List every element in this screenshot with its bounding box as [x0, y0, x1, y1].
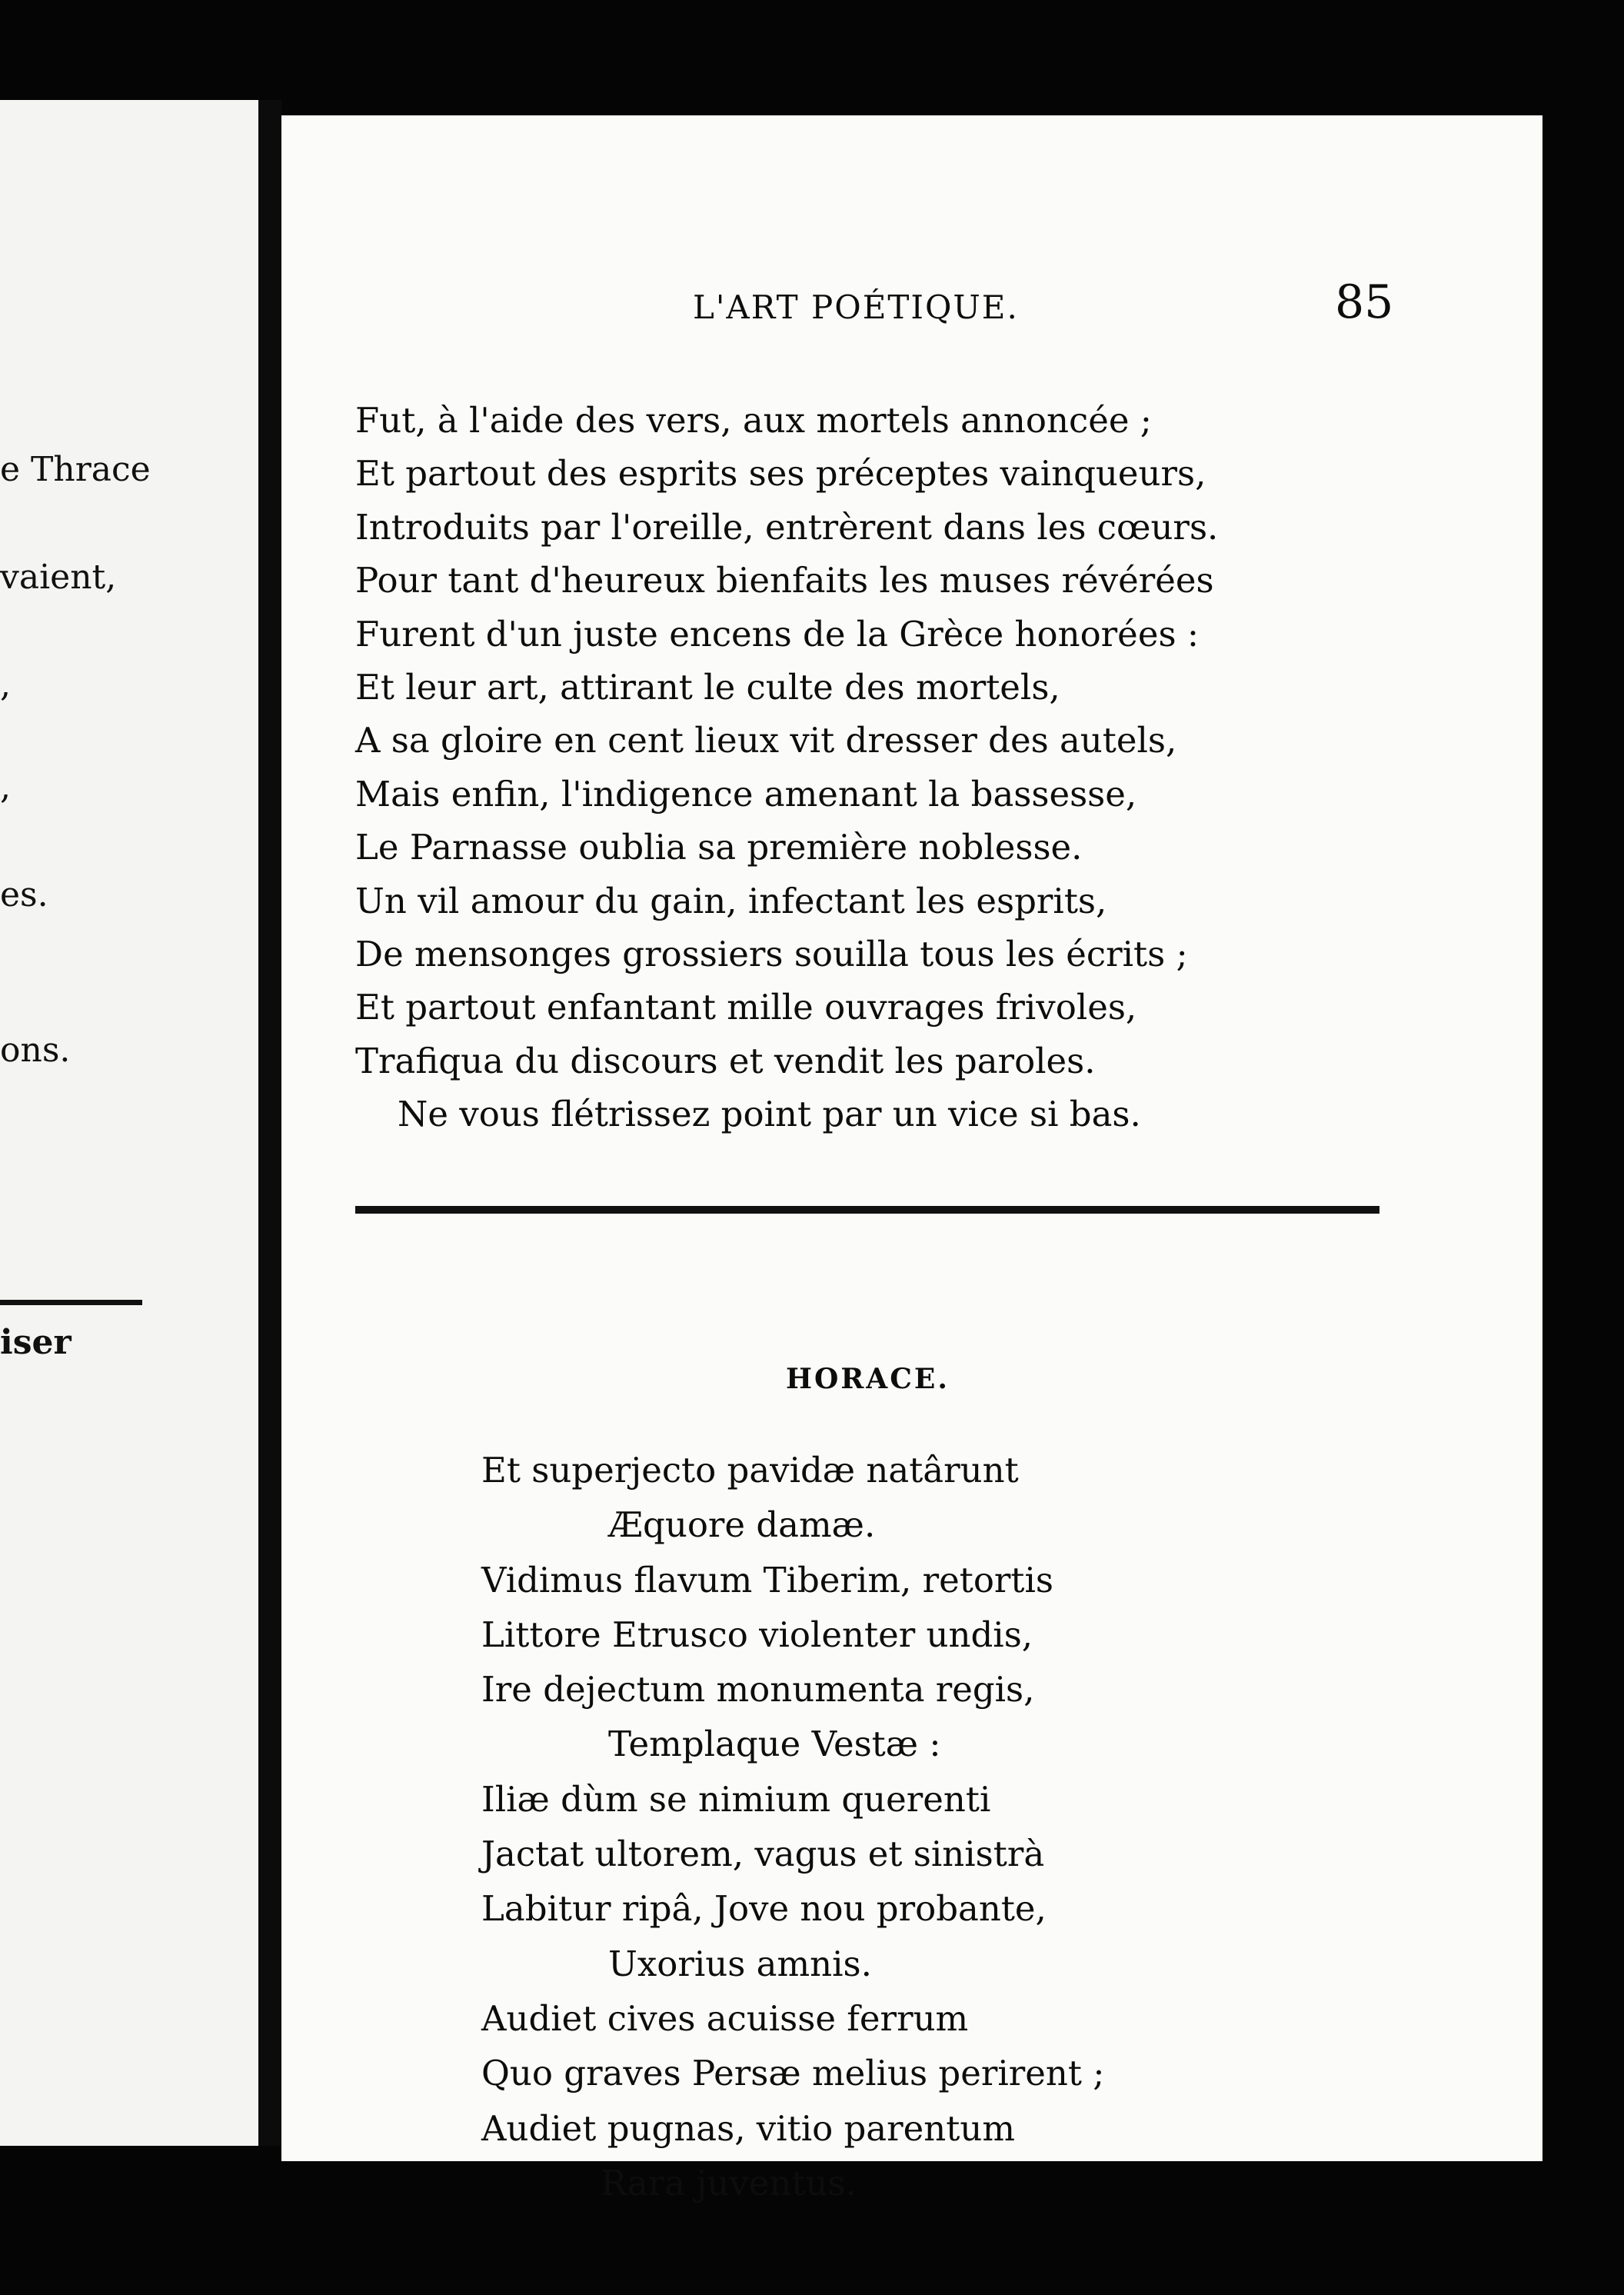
left-page-heading-fragment: iser: [0, 1323, 72, 1362]
previous-page-fragment: [0, 100, 261, 2146]
verse-line: Ne vous flétrissez point par un vice si bas.: [398, 1094, 1141, 1135]
running-head: L'ART POÉTIQUE.: [693, 288, 1019, 326]
latin-verse-line: Audiet cives acuisse ferrum: [481, 1997, 969, 2039]
latin-verse-line: Et superjecto pavidæ natârunt: [481, 1450, 1019, 1491]
french-verse: [355, 394, 1218, 1141]
left-page-line: ,: [0, 768, 11, 807]
verse-line: Trafiqua du discours et vendit les paroles.: [355, 1040, 1096, 1081]
section-title: HORACE.: [786, 1363, 950, 1395]
latin-verse-line: Uxorius amnis.: [608, 1943, 872, 1984]
latin-verse-line: Rara juventus.: [601, 2162, 857, 2203]
section-divider: [355, 1206, 1379, 1214]
left-page-line: ,: [0, 665, 11, 704]
latin-verse-line: Audiet pugnas, vitio parentum: [481, 2107, 1015, 2149]
latin-verse-line: Ire dejectum monumenta regis,: [481, 1669, 1035, 1710]
verse-line: Un vil amour du gain, infectant les esprits,: [355, 880, 1107, 921]
verse-line: Et partout enfantant mille ouvrages frivoles,: [355, 987, 1137, 1028]
verse-line: Et leur art, attirant le culte des mortels,: [355, 666, 1060, 708]
left-page-line: es.: [0, 875, 48, 914]
left-page-rule: [0, 1300, 142, 1305]
verse-line: Pour tant d'heureux bienfaits les muses révérées: [355, 560, 1214, 601]
book-page: [281, 115, 1542, 2203]
latin-verse-line: Templaque Vestæ :: [608, 1724, 941, 1765]
latin-verse: [481, 1443, 1104, 2210]
verse-line: Mais enfin, l'indigence amenant la bassesse,: [355, 773, 1137, 814]
left-page-line: e Thrace: [0, 450, 151, 489]
latin-verse-line: Vidimus flavum Tiberim, retortis: [481, 1559, 1053, 1601]
left-page-line: ons.: [0, 1031, 71, 1070]
latin-verse-line: Iliæ dùm se nimium querenti: [481, 1778, 991, 1820]
latin-verse-line: Æquore damæ.: [608, 1504, 876, 1546]
left-page-line: vaient,: [0, 558, 117, 597]
book-gutter: [258, 100, 281, 2146]
verse-line: A sa gloire en cent lieux vit dresser des autels,: [355, 720, 1177, 761]
verse-line: Introduits par l'oreille, entrèrent dans les cœurs.: [355, 506, 1219, 548]
verse-line: Et partout des esprits ses préceptes vainqueurs,: [355, 453, 1206, 495]
verse-line: Furent d'un juste encens de la Grèce honorées :: [355, 613, 1200, 655]
latin-verse-line: Littore Etrusco violenter undis,: [481, 1614, 1033, 1655]
verse-line: De mensonges grossiers souilla tous les écrits ;: [355, 933, 1188, 974]
latin-verse-line: Quo graves Persæ melius perirent ;: [481, 2053, 1105, 2094]
verse-line: Le Parnasse oublia sa première noblesse.: [355, 827, 1083, 868]
page-number: 85: [1335, 275, 1394, 329]
verse-line: Fut, à l'aide des vers, aux mortels annoncée ;: [355, 400, 1152, 441]
latin-verse-line: Labitur ripâ, Jove nou probante,: [481, 1888, 1047, 1930]
latin-verse-line: Jactat ultorem, vagus et sinistrà: [481, 1834, 1045, 1875]
